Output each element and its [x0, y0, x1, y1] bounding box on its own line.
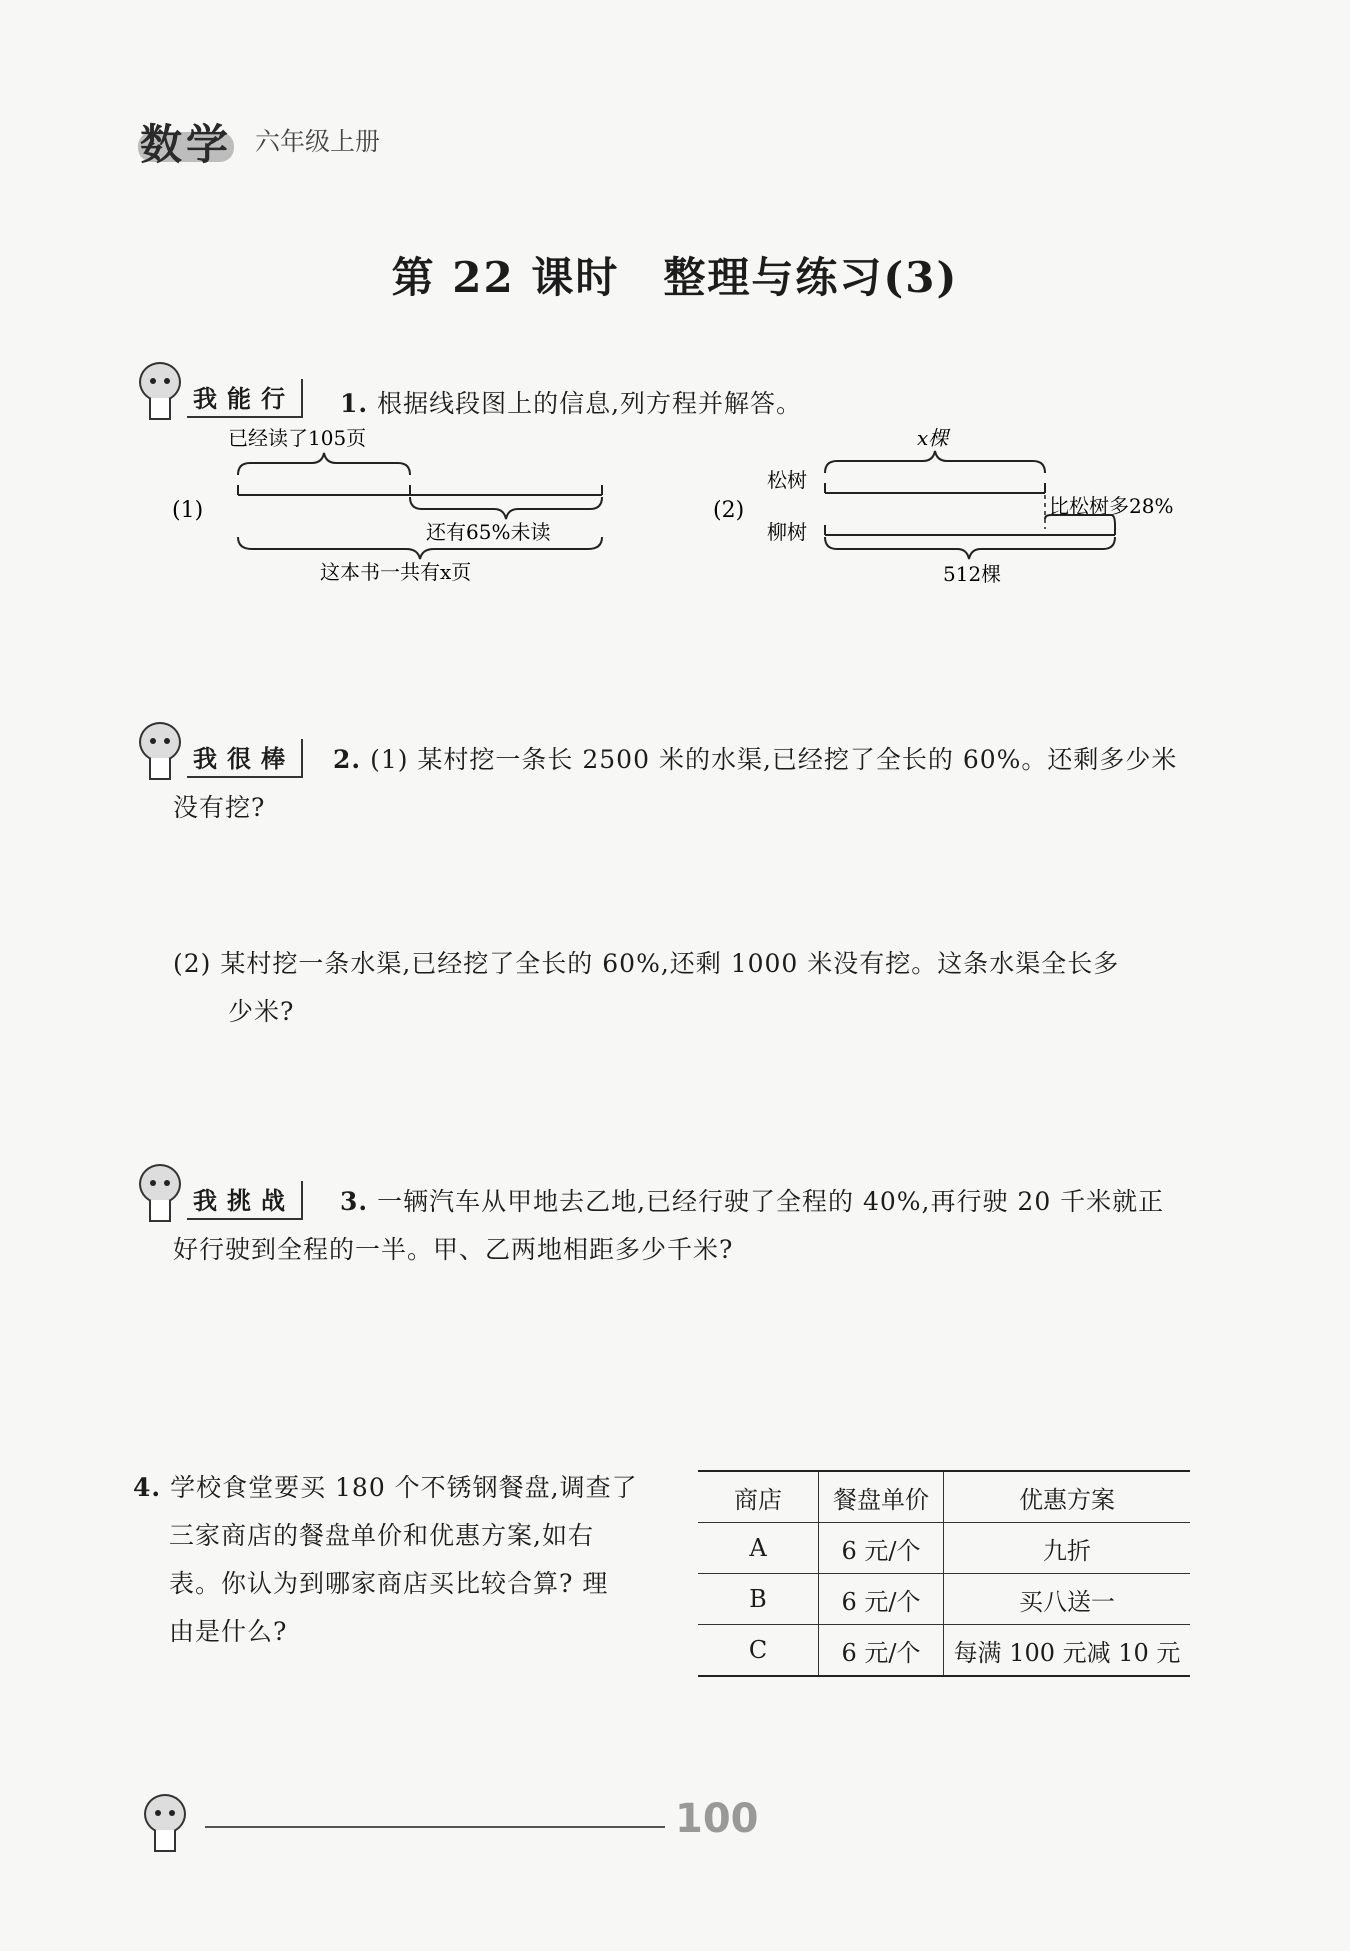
read-pages-label: 已经读了105页 [228, 426, 367, 450]
pine-label: 松树 [767, 468, 807, 492]
level-badge-2 [135, 718, 303, 778]
question-line: 学校食堂要买 180 个不锈钢餐盘,调查了 [170, 1473, 638, 1502]
mascot-icon [135, 1160, 185, 1220]
question-2-part-1 [333, 736, 1177, 784]
pine-count-label: x棵 [917, 426, 949, 450]
subject-label: 数学 [140, 120, 233, 169]
mascot-icon [135, 718, 185, 778]
question-number: 3. [340, 1187, 369, 1216]
table-cell: C [698, 1625, 819, 1677]
footer-mascot-icon [140, 1790, 190, 1850]
lesson-title: 第 22 课时 整理与练习(3) [391, 253, 959, 302]
table-cell: 九折 [944, 1523, 1191, 1574]
table-row [698, 1574, 1190, 1625]
unread-label: 还有65%未读 [426, 520, 551, 544]
line-segment-diagram-1 [160, 425, 620, 595]
table-header-row [698, 1471, 1190, 1523]
level-badge-3 [135, 1160, 303, 1220]
mascot-icon [135, 358, 185, 418]
question-3 [340, 1178, 1164, 1226]
top-brace [238, 453, 410, 475]
question-line: 表。你认为到哪家商店买比较合算? 理 [169, 1569, 609, 1598]
level-label: 我很棒 [187, 739, 303, 778]
question-4 [133, 1464, 673, 1656]
grade-label: 六年级上册 [255, 127, 381, 156]
question-number: 1. [340, 389, 369, 418]
question-line: 由是什么? [169, 1617, 288, 1646]
willow-brace [825, 537, 1115, 559]
store-offer-table [698, 1470, 1190, 1677]
question-text: (1) 某村挖一条长 2500 米的水渠,已经挖了全长的 60%。还剩多少米 [370, 745, 1178, 774]
question-text: 根据线段图上的信息,列方程并解答。 [377, 389, 803, 418]
table-cell: 买八送一 [944, 1574, 1191, 1625]
unread-brace [410, 497, 602, 519]
table-cell: B [698, 1574, 819, 1625]
table-cell: 6 元/个 [819, 1523, 944, 1574]
table-cell: A [698, 1523, 819, 1574]
table-header: 餐盘单价 [819, 1471, 944, 1523]
level-label: 我挑战 [187, 1181, 303, 1220]
pine-brace [825, 451, 1045, 473]
willow-label: 柳树 [767, 520, 807, 544]
question-2-part-2-cont: 少米? [228, 997, 295, 1026]
question-number: 2. [333, 745, 362, 774]
table-cell: 6 元/个 [819, 1574, 944, 1625]
table-cell: 每满 100 元减 10 元 [944, 1625, 1191, 1677]
extra-label: 比松树多28% [1049, 494, 1174, 518]
diagram-label: (1) [172, 498, 204, 523]
question-2-part-1-cont: 没有挖? [173, 793, 266, 822]
total-label: 这本书一共有x页 [320, 560, 472, 584]
page-number: 100 [675, 1796, 759, 1842]
diagram-label: (2) [713, 498, 745, 523]
question-line: 三家商店的餐盘单价和优惠方案,如右 [169, 1521, 594, 1550]
question-text: 一辆汽车从甲地去乙地,已经行驶了全程的 40%,再行驶 20 千米就正 [377, 1187, 1165, 1216]
level-badge-1 [135, 358, 303, 418]
table-cell: 6 元/个 [819, 1625, 944, 1677]
question-2-part-2: (2) 某村挖一条水渠,已经挖了全长的 60%,还剩 1000 米没有挖。这条水渠全长多 [173, 949, 1120, 978]
footer-rule [205, 1826, 665, 1828]
table-header: 优惠方案 [944, 1471, 1191, 1523]
table-row [698, 1625, 1190, 1677]
question-3-cont: 好行驶到全程的一半。甲、乙两地相距多少千米? [173, 1235, 734, 1264]
table-row [698, 1523, 1190, 1574]
question-number: 4. [133, 1473, 162, 1502]
willow-count-label: 512棵 [943, 562, 1002, 586]
question-1 [340, 380, 802, 428]
level-label: 我能行 [187, 379, 303, 418]
table-header: 商店 [698, 1471, 819, 1523]
line-segment-diagram-2 [705, 425, 1225, 595]
